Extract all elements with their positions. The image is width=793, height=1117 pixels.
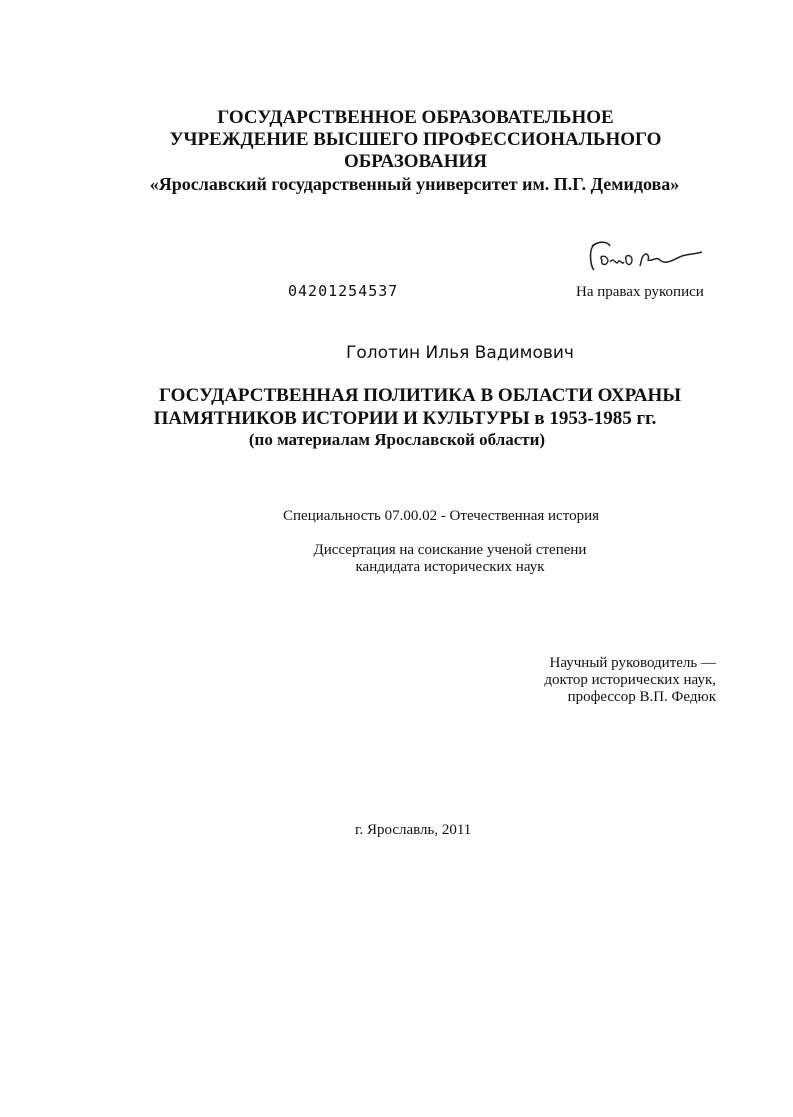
supervisor-line-1: Научный руководитель — [549, 655, 716, 671]
institution-line-2: УЧРЕЖДЕНИЕ ВЫСШЕГО ПРОФЕССИОНАЛЬНОГО [169, 129, 662, 150]
degree-line-1: Диссертация на соискание ученой степени [313, 542, 587, 558]
institution-line-1: ГОСУДАРСТВЕННОЕ ОБРАЗОВАТЕЛЬНОЕ [217, 107, 614, 128]
title-line-1: ГОСУДАРСТВЕННАЯ ПОЛИТИКА В ОБЛАСТИ ОХРАНЫ [159, 385, 681, 406]
degree-line-2: кандидата исторических наук [355, 559, 545, 575]
dissertation-title [140, 384, 700, 450]
supervisor-block [480, 655, 716, 706]
supervisor-line-2: доктор исторических наук, [544, 672, 716, 688]
title-line-3: (по материалам Ярославской области) [248, 430, 546, 449]
university-name: «Ярославский государственный университет им. П.Г. Демидова» [149, 174, 680, 194]
manuscript-note: На правах рукописи [576, 284, 704, 300]
author-name: Голотин Илья Вадимович [346, 343, 574, 363]
title-line-2: ПАМЯТНИКОВ ИСТОРИИ И КУЛЬТУРЫ в 1953-1985 гг. [153, 408, 657, 429]
signature-image [586, 236, 706, 276]
supervisor-line-3: профессор В.П. Федюк [567, 689, 716, 705]
degree-block [280, 542, 620, 576]
institution-header [0, 107, 793, 195]
specialty: Специальность 07.00.02 - Отечественная история [283, 508, 600, 524]
registration-number: 04201254537 [288, 282, 399, 300]
place-year: г. Ярославль, 2011 [355, 822, 472, 838]
institution-line-3: ОБРАЗОВАНИЯ [343, 151, 488, 172]
